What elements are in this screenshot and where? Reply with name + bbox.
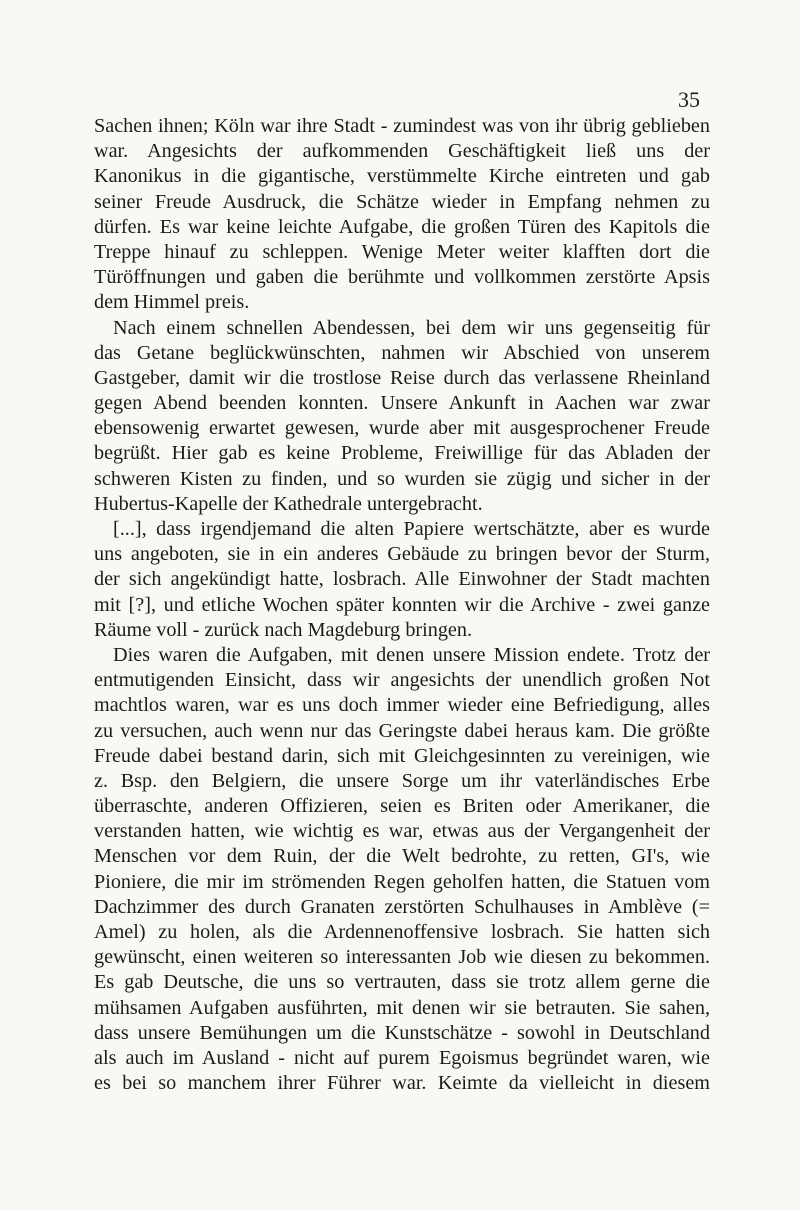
text-line: Türöffnungen und gaben die berühmte und vollkommen zerstörte Apsis: [94, 266, 710, 289]
text-line: Amel) zu holen, als die Ardennenoffensive losbrach. Sie hatten sich: [94, 921, 710, 943]
text-line: mit [?], und etliche Wochen später konnten wir die Archive - zwei ganze: [94, 593, 710, 616]
text-line: Sachen ihnen; Köln war ihre Stadt - zumindest was von ihr übrig geblieben: [94, 115, 710, 137]
text-line: Kanonikus in die gigantische, verstümmelte Kirche eintreten und gab: [94, 165, 710, 188]
text-line: Freude dabei bestand darin, sich mit Gleichgesinnten zu vereinigen, wie: [94, 744, 710, 767]
text-line: dürfen. Es war keine leichte Aufgabe, die großen Türen des Kapitols die: [94, 215, 710, 238]
text-line: machtlos waren, war es uns doch immer wieder eine Befriedigung, alles: [94, 694, 710, 717]
text-line: Hubertus-Kapelle der Kathedrale untergebracht.: [94, 492, 483, 515]
text-line: entmutigenden Einsicht, dass wir angesichts der unendlich großen Not: [94, 669, 710, 692]
text-line: Dies waren die Aufgaben, mit denen unsere Mission endete. Trotz der: [113, 643, 710, 666]
text-line: uns angeboten, sie in ein anderes Gebäude zu bringen bevor der Sturm,: [94, 543, 710, 566]
paragraph: [94, 114, 710, 316]
text-line: das Getane beglückwünschten, nahmen wir Abschied von unserem: [94, 341, 710, 364]
text-line: mühsamen Aufgaben ausführten, mit denen wir sie betrauten. Sie sahen,: [94, 996, 710, 1019]
text-line: Menschen vor dem Ruin, der die Welt bedrohte, zu retten, GI's, wie: [94, 845, 710, 868]
text-line: Pioniere, die mir im strömenden Regen geholfen hatten, die Statuen vom: [94, 870, 710, 893]
text-line: Es gab Deutsche, die uns so vertrauten, dass sie trotz allem gerne die: [94, 971, 710, 994]
text-line: überraschte, anderen Offizieren, seien es Briten oder Amerikaner, die: [94, 795, 710, 818]
page-number: 35: [678, 87, 700, 112]
text-line: gewünscht, einen weiteren so interessanten Job wie diesen zu bekommen.: [94, 946, 710, 969]
text-line: begrüßt. Hier gab es keine Probleme, Freiwillige für das Abladen der: [94, 442, 710, 465]
text-line: [...], dass irgendjemand die alten Papiere wertschätzte, aber es wurde: [113, 518, 710, 540]
text-line: als auch im Ausland - nicht auf purem Egoismus begründet waren, wie: [94, 1046, 710, 1069]
text-line: gegen Abend beenden konnten. Unsere Ankunft in Aachen war zwar: [94, 392, 710, 415]
text-line: Treppe hinauf zu schleppen. Wenige Meter weiter klafften dort die: [94, 240, 710, 263]
text-line: z. Bsp. den Belgiern, die unsere Sorge um ihr vaterländisches Erbe: [94, 769, 710, 792]
text-line: Gastgeber, damit wir die trostlose Reise durch das verlassene Rheinland: [94, 366, 710, 389]
text-line: Dachzimmer des durch Granaten zerstörten Schulhauses in Amblève (=: [94, 895, 710, 918]
text-line: ebensowenig erwartet gewesen, wurde aber mit ausgesprochener Freude: [94, 417, 710, 440]
text-line: der sich angekündigt hatte, losbrach. Alle Einwohner der Stadt machten: [94, 568, 710, 591]
text-line: war. Angesichts der aufkommenden Geschäftigkeit ließ uns der: [94, 140, 710, 163]
paragraph: [94, 517, 710, 643]
text-line: Nach einem schnellen Abendessen, bei dem wir uns gegenseitig für: [113, 316, 710, 339]
body-text: [94, 114, 710, 1096]
text-line: seiner Freude Ausdruck, die Schätze wieder in Empfang nehmen zu: [94, 190, 710, 213]
text-line: schweren Kisten zu finden, und so wurden sie zügig und sicher in der: [94, 467, 710, 490]
paragraph: [94, 316, 710, 518]
text-line: dem Himmel preis.: [94, 291, 250, 314]
paragraph: [94, 643, 710, 1096]
text-line: Räume voll - zurück nach Magdeburg bringen.: [94, 618, 473, 641]
text-line: verstanden hatten, wie wichtig es war, etwas aus der Vergangenheit der: [94, 820, 710, 843]
text-line: zu versuchen, auch wenn nur das Geringste dabei heraus kam. Die größte: [94, 719, 710, 742]
text-line: es bei so manchem ihrer Führer war. Keimte da vielleicht in diesem: [94, 1072, 710, 1095]
text-line: dass unsere Bemühungen um die Kunstschätze - sowohl in Deutschland: [94, 1021, 710, 1044]
